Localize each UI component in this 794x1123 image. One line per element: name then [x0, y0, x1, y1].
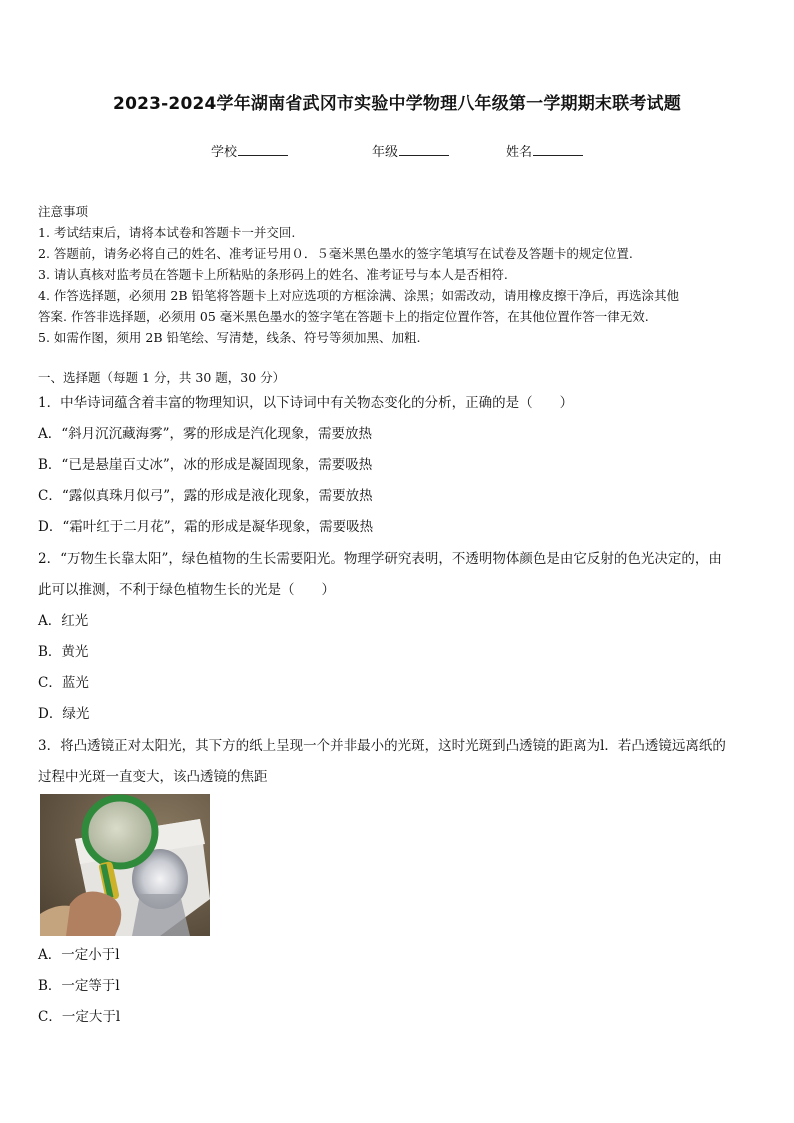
notice-item: 5. 如需作图，须用 2B 铅笔绘、写清楚，线条、符号等须加黑、加粗.	[38, 330, 421, 345]
magnifier-photo	[40, 794, 210, 936]
name-label: 姓名	[506, 145, 533, 160]
option-b: B．“已是悬崖百丈冰”，冰的形成是凝固现象，需要吸热	[38, 457, 373, 473]
grade-blank	[399, 143, 449, 156]
notice-block	[38, 201, 758, 348]
question-1	[38, 388, 760, 543]
notice-item: 答案. 作答非选择题，必须用 05 毫米黑色墨水的签字笔在答题卡上的指定位置作答，在其他位置作答一律无效.	[38, 309, 649, 324]
option-d: D．绿光	[38, 706, 90, 722]
notice-item: 4. 作答选择题，必须用 2B 铅笔将答题卡上对应选项的方框涂满、涂黑；如需改动，请用橡皮擦干净后，再选涂其他	[38, 288, 679, 303]
school-blank	[238, 143, 288, 156]
question-stem-cont: 此可以推测，不利于绿色植物生长的光是（ ）	[38, 582, 335, 598]
school-label: 学校	[211, 145, 238, 160]
question-stem: 2．“万物生长靠太阳”，绿色植物的生长需要阳光。物理学研究表明，不透明物体颜色是由它反射的色光决定的，由	[38, 551, 722, 567]
section-heading: 一、选择题（每题 1 分，共 30 题，30 分）	[38, 370, 286, 385]
option-a: A．一定小于l	[38, 947, 120, 963]
notice-item: 2. 答题前，请务必将自己的姓名、准考证号用０．５毫米黑色墨水的签字笔填写在试卷及答题卡的规定位置.	[38, 246, 633, 261]
question-3	[38, 731, 760, 793]
question-stem: 1．中华诗词蕴含着丰富的物理知识，以下诗词中有关物态变化的分析，正确的是（ ）	[38, 395, 574, 411]
name-field	[506, 141, 583, 160]
notice-heading: 注意事项	[38, 204, 89, 219]
document-title: 2023-2024学年湖南省武冈市实验中学物理八年级第一学期期末联考试题	[113, 94, 681, 114]
question-stem: 3．将凸透镜正对太阳光，其下方的纸上呈现一个并非最小的光斑，这时光斑到凸透镜的距离为l．若凸透镜远离纸的	[38, 738, 726, 754]
name-blank	[533, 143, 583, 156]
grade-label: 年级	[372, 145, 399, 160]
option-c: C．蓝光	[38, 675, 89, 691]
notice-item: 3. 请认真核对监考员在答题卡上所粘贴的条形码上的姓名、准考证号与本人是否相符.	[38, 267, 508, 282]
option-c: C．“露似真珠月似弓”，露的形成是液化现象，需要放热	[38, 488, 373, 504]
question-2	[38, 544, 760, 730]
question-3-options	[38, 940, 760, 1033]
question-stem-cont: 过程中光斑一直变大，该凸透镜的焦距	[38, 769, 268, 785]
option-b: B．一定等于l	[38, 978, 120, 994]
notice-item: 1. 考试结束后，请将本试卷和答题卡一并交回.	[38, 225, 296, 240]
grade-field	[372, 141, 449, 160]
option-c: C．一定大于l	[38, 1009, 121, 1025]
option-a: A．“斜月沉沉藏海雾”，雾的形成是汽化现象，需要放热	[38, 426, 373, 442]
option-b: B．黄光	[38, 644, 89, 660]
option-a: A．红光	[38, 613, 89, 629]
option-d: D．“霜叶红于二月花”，霜的形成是凝华现象，需要吸热	[38, 519, 374, 535]
magnifier-illustration	[40, 794, 210, 936]
school-field	[211, 141, 288, 160]
